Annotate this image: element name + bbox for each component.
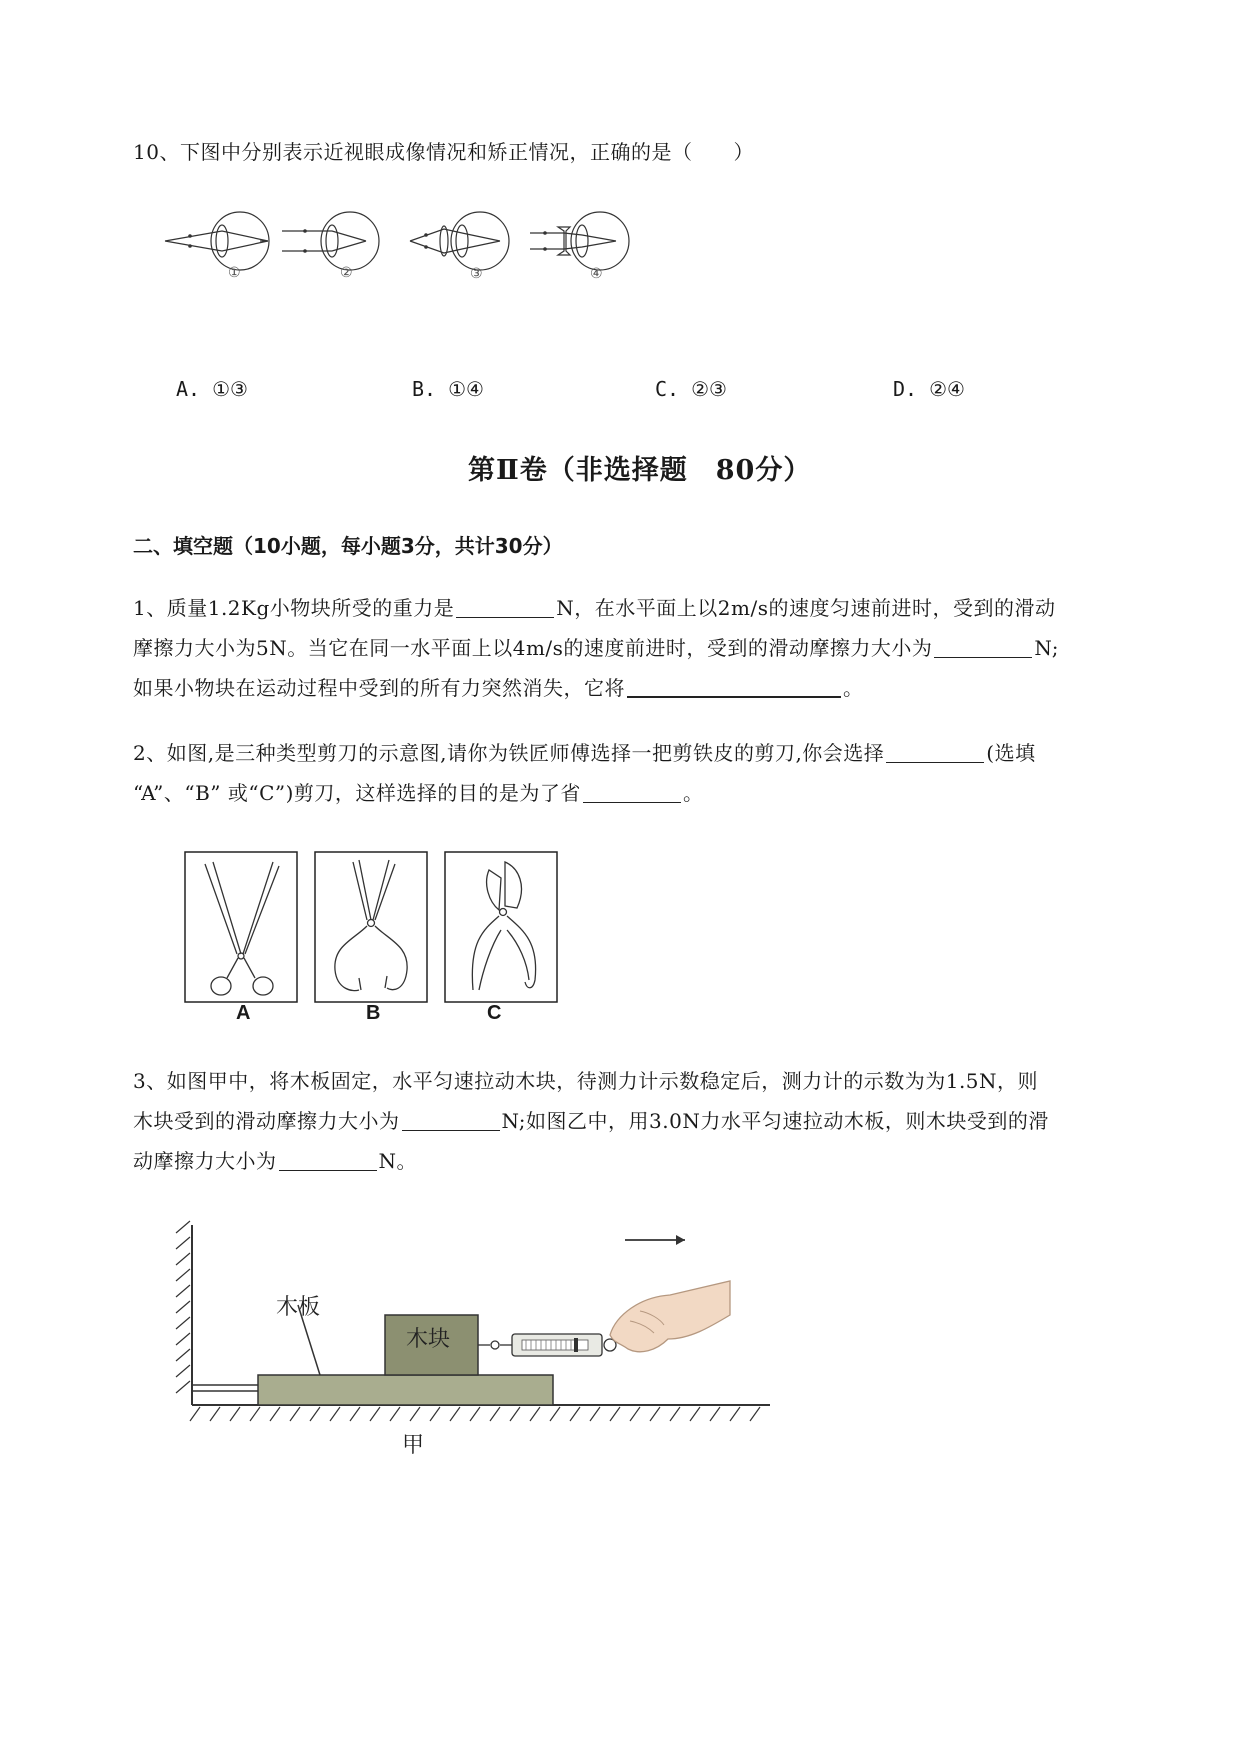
- option-b[interactable]: B. ①④: [412, 377, 484, 401]
- scissors-label-c: C: [487, 1002, 502, 1024]
- answer-blank[interactable]: [402, 1108, 500, 1131]
- fill-q3-line2: 木块受到的滑动摩擦力大小为 N;如图乙中，用3.0N力水平匀速拉动木板，则木块受到的滑: [133, 1109, 1049, 1133]
- question-10-text: 10、下图中分别表示近视眼成像情况和矫正情况，正确的是（ ）: [133, 140, 754, 164]
- scissors-b-icon: [335, 860, 407, 991]
- block-label: 木块: [406, 1326, 451, 1351]
- section-title: 第Ⅱ卷（非选择题 80分）: [468, 455, 812, 486]
- option-d[interactable]: D. ②④: [893, 377, 965, 401]
- board-label: 木板: [276, 1294, 321, 1319]
- scissors-label-b: B: [366, 1002, 381, 1024]
- fill-q3-line3: 动摩擦力大小为 N。: [133, 1149, 417, 1173]
- answer-blank[interactable]: [583, 780, 681, 803]
- scissors-label-a: A: [236, 1002, 251, 1024]
- fill-q1-line1: 1、质量1.2Kg小物块所受的重力是 N，在水平面上以2m/s的速度匀速前进时，受到的滑动: [133, 596, 1056, 620]
- scissors-c-icon: [472, 862, 535, 990]
- fill-q2-line1: 2、如图,是三种类型剪刀的示意图,请你为铁匠师傅选择一把剪铁皮的剪刀,你会选择 (选填: [133, 741, 1036, 765]
- scissors-figure: [183, 850, 563, 1005]
- fill-q1-line3: 如果小物块在运动过程中受到的所有力突然消失，它将 。: [133, 676, 864, 700]
- answer-blank[interactable]: [279, 1148, 377, 1171]
- fill-q3-line1: 3、如图甲中，将木板固定，水平匀速拉动木块，待测力计示数稳定后，测力计的示数为为1.5N，则: [133, 1069, 1039, 1093]
- figure-caption: 甲: [402, 1432, 425, 1457]
- eye-label-3: ③: [470, 266, 483, 282]
- fill-q1-line2: 摩擦力大小为5N。当它在同一水平面上以4m/s的速度前进时，受到的滑动摩擦力大小为 N;: [133, 636, 1059, 660]
- spring-scale-icon: [512, 1334, 616, 1356]
- answer-blank[interactable]: [456, 595, 554, 618]
- eye-label-1: ①: [228, 265, 241, 281]
- hand-icon: [610, 1281, 730, 1352]
- part-heading: 二、填空题（10小题，每小题3分，共计30分）: [133, 534, 563, 558]
- answer-blank[interactable]: [886, 740, 984, 763]
- fill-q2-line2: “A”、“B” 或“C”)剪刀，这样选择的目的是为了省 。: [133, 781, 704, 805]
- answer-blank[interactable]: [627, 674, 841, 698]
- friction-experiment-figure: [170, 1215, 790, 1445]
- option-a[interactable]: A. ①③: [176, 377, 248, 401]
- option-c[interactable]: C. ②③: [655, 377, 727, 401]
- answer-blank[interactable]: [934, 635, 1032, 658]
- scissors-a-icon: [205, 862, 279, 995]
- eye-label-2: ②: [340, 265, 353, 281]
- eye-label-4: ④: [590, 266, 603, 282]
- wooden-board: [258, 1375, 553, 1405]
